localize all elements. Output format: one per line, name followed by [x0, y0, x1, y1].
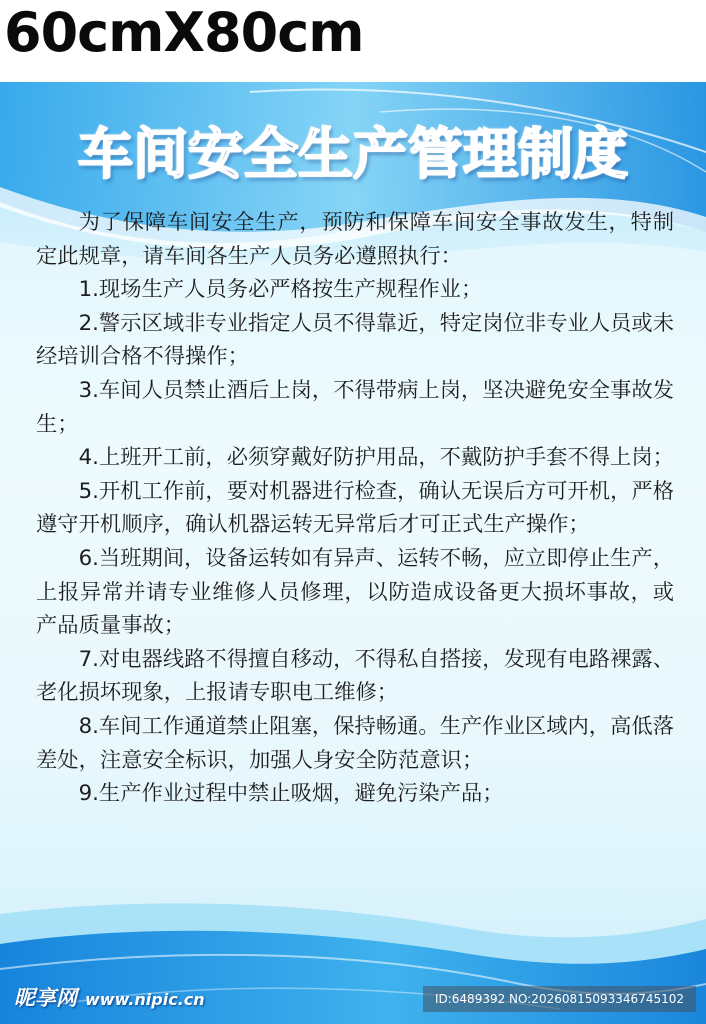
- watermark-logo: [14, 982, 205, 1012]
- poster-title: 车间安全生产管理制度: [77, 122, 628, 186]
- regulation-body: [36, 206, 674, 811]
- rule-item-5: 5.开机工作前，要对机器进行检查，确认无误后方可开机，严格遵守开机顺序，确认机器运转无异常后才可正式生产操作；: [36, 478, 674, 538]
- rule-item-9: 9.生产作业过程中禁止吸烟，避免污染产品；: [78, 781, 504, 807]
- rule-item-8: 8.车间工作通道禁止阻塞，保持畅通。生产作业区域内，高低落差处，注意安全标识，加强人身安全防范意识；: [36, 713, 674, 773]
- poster-board: [0, 82, 706, 1024]
- rule-item-2: 2.警示区域非专业指定人员不得靠近，特定岗位非专业人员或未经培训合格不得操作；: [36, 310, 674, 370]
- rule-item-7: 7.对电器线路不得擅自移动，不得私自搭接，发现有电路裸露、老化损坏现象，上报请专职电工维修；: [36, 646, 674, 706]
- watermark-url: www.nipic.cn: [85, 990, 205, 1009]
- rule-item-6: 6.当班期间，设备运转如有异声、运转不畅，应立即停止生产，上报异常并请专业维修人员修理，以防造成设备更大损坏事故，或产品质量事故；: [36, 545, 674, 639]
- watermark-id-badge: ID:6489392 NO:20260815093346745102: [423, 986, 696, 1012]
- watermark-logo-text: 昵享网: [14, 986, 77, 1010]
- size-label: 60cmX80cm: [4, 1, 364, 64]
- intro-paragraph: 为了保障车间安全生产，预防和保障车间安全事故发生，特制定此规章，请车间各生产人员务必遵照执行：: [36, 210, 674, 269]
- rule-item-3: 3.车间人员禁止酒后上岗，不得带病上岗，坚决避免安全事故发生；: [36, 377, 674, 437]
- rule-item-1: 1.现场生产人员务必严格按生产规程作业；: [78, 277, 483, 303]
- rule-item-4: 4.上班开工前，必须穿戴好防护用品，不戴防护手套不得上岗；: [78, 445, 674, 471]
